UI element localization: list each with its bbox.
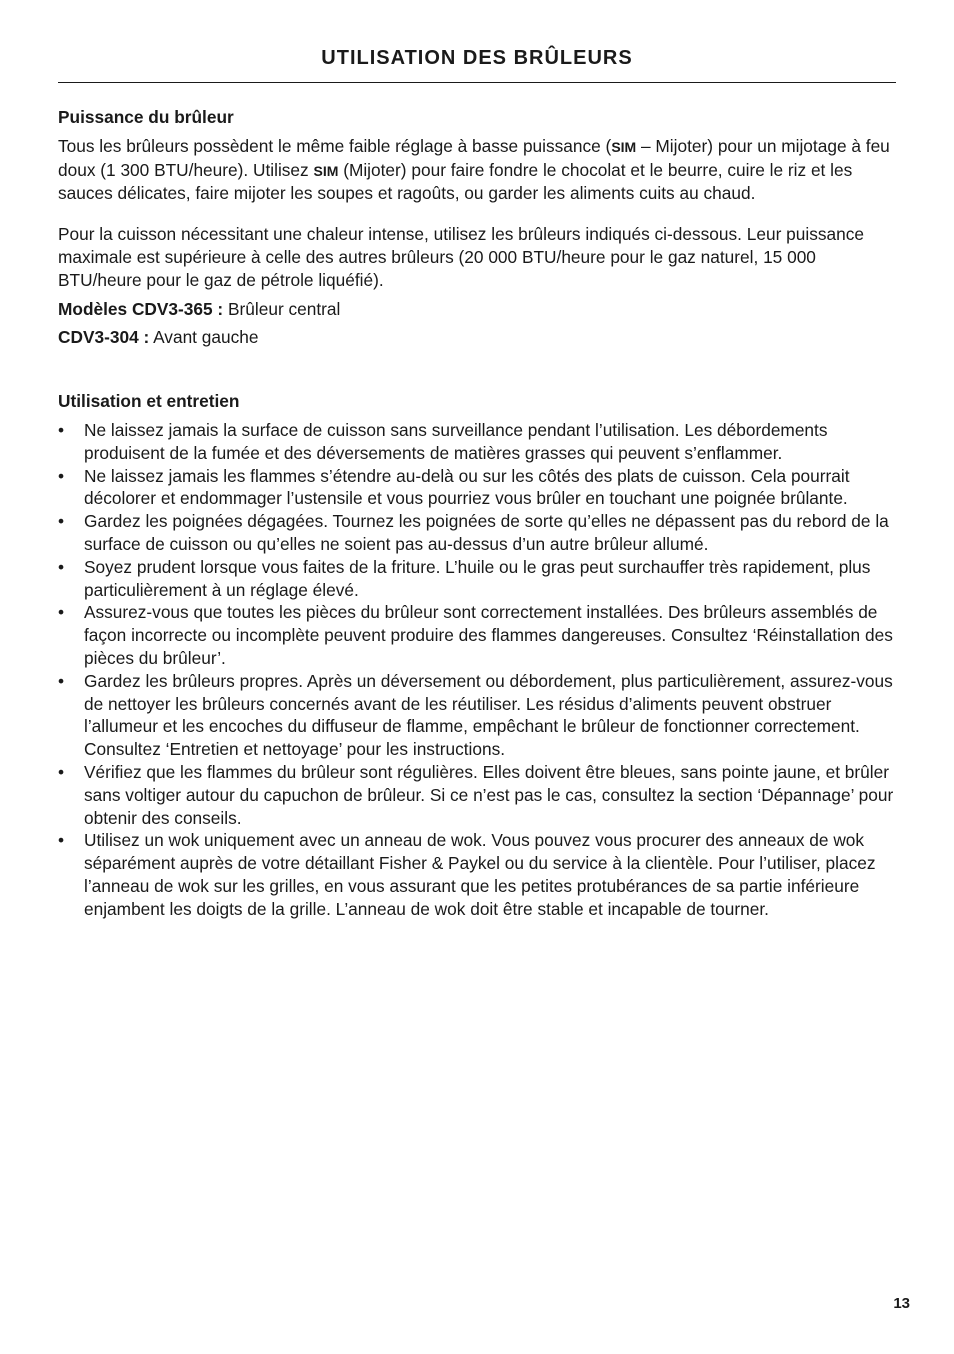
list-item xyxy=(58,670,896,761)
paragraph-low-setting xyxy=(58,135,896,205)
list-item xyxy=(58,601,896,669)
list-item xyxy=(58,419,896,465)
models-line xyxy=(58,298,896,321)
section-heading-burner-power: Puissance du brûleur xyxy=(58,107,234,127)
title-divider xyxy=(58,82,896,83)
page-number: 13 xyxy=(893,1295,910,1312)
list-item-text: Vérifiez que les flammes du brûleur sont régulières. Elles doivent être bleues, sans pointe jaune, et brûler sans voltiger autour du capuchon de brûleur. Si ce n’est pas le cas, consultez la section ‘Dépannage’ pour obtenir des conseils. xyxy=(84,761,894,828)
bullet-icon: • xyxy=(58,419,65,440)
bullet-icon: • xyxy=(58,670,65,691)
paragraph-text: – Mijoter) pour un mijotage à feu doux (1 300 BTU/heure). Utilisez xyxy=(58,135,890,180)
cdv304-line xyxy=(58,326,896,349)
models-value: Brûleur central xyxy=(223,298,341,319)
list-item-text: Assurez-vous que toutes les pièces du brûleur sont correctement installées. Des brûleurs assemblés de façon incorrecte ou incomplète peuvent produire des flammes dangereuses. Consultez ‘Réinstallation des pièces du brûleur’. xyxy=(84,602,893,668)
list-item-text: Gardez les poignées dégagées. Tournez les poignées de sorte qu’elles ne dépassent pas du rebord de la surface de cuisson ou qu’elles ne soient pas au-dessus d’un autre brûleur allumé. xyxy=(84,511,889,554)
list-item xyxy=(58,510,896,556)
list-item-text: Soyez prudent lorsque vous faites de la friture. L’huile ou le gras peut surchauffer très rapidement, plus particulièrement à un réglage élevé. xyxy=(84,556,871,600)
list-item-text: Utilisez un wok uniquement avec un anneau de wok. Vous pouvez vous procurer des anneaux de wok séparément auprès de votre détaillant Fisher & Paykel ou du service à la clientèle. Pour l’utiliser, placez l’anneau de wok sur les grilles, en vous assurant que les petites protubérances de sa partie inférieure enjambent les doigts de la grille. L’anneau de wok doit être stable et incapable de tourner. xyxy=(84,830,876,919)
bullet-icon: • xyxy=(58,465,65,486)
section-heading-use-care: Utilisation et entretien xyxy=(58,391,240,412)
list-item-text: Gardez les brûleurs propres. Après un déversement ou débordement, plus particulièrement, assurez-vous de nettoyer les brûleurs concernés avant de les réutiliser. Les résidus d’aliments peuvent obstruer l’allumeur et les encoches du diffuseur de flamme, empêchant le brûleur de fonctionner correctement. Consultez ‘Entretien et nettoyage’ pour les instructions. xyxy=(84,670,893,760)
page-content xyxy=(58,106,896,921)
sim-label: SIM xyxy=(611,138,637,155)
bullet-icon: • xyxy=(58,511,65,532)
page-title: UTILISATION DES BRÛLEURS xyxy=(321,47,633,69)
list-item xyxy=(58,465,896,511)
bullet-icon: • xyxy=(58,761,65,782)
paragraph-text: (Mijoter) pour faire fondre le chocolat et le beurre, cuire le riz et les sauces délicates, faire mijoter les soupes et ragoûts, ou garder les aliments cuits au chaud. xyxy=(58,159,853,204)
cdv304-label: CDV3-304 : xyxy=(58,327,150,348)
list-item xyxy=(58,556,896,602)
list-item xyxy=(58,829,896,920)
bullet-icon: • xyxy=(58,556,65,577)
safety-list xyxy=(58,419,896,921)
bullet-icon: • xyxy=(58,602,65,623)
paragraph-text: Tous les brûleurs possèdent le même faible réglage à basse puissance ( xyxy=(58,135,612,156)
bullet-icon: • xyxy=(58,830,65,851)
section-spacer xyxy=(58,355,896,390)
cdv304-value: Avant gauche xyxy=(149,327,259,348)
list-item-text: Ne laissez jamais les flammes s’étendre au-delà ou sur les côtés des plats de cuisson. Cela pourrait décolorer et endommager l’ustensile et vous pourriez vous brûler en touchant une poignée brûlante. xyxy=(84,465,850,509)
list-item xyxy=(58,761,896,829)
paragraph-high-heat: Pour la cuisson nécessitant une chaleur intense, utilisez les brûleurs indiqués ci-dessous. Leur puissance maximale est supérieure à celle des autres brûleurs (20 000 BTU/heure pour le gaz naturel, 15 000 BTU/heure pour le gaz de pétrole liquéfié). xyxy=(58,224,864,290)
list-item-text: Ne laissez jamais la surface de cuisson sans surveillance pendant l’utilisation. Les débordements produisent de la fumée et des déversements de matières grasses qui peuvent s’enflammer. xyxy=(84,419,828,463)
sim-label: SIM xyxy=(313,162,339,179)
models-label: Modèles CDV3-365 : xyxy=(58,298,224,319)
